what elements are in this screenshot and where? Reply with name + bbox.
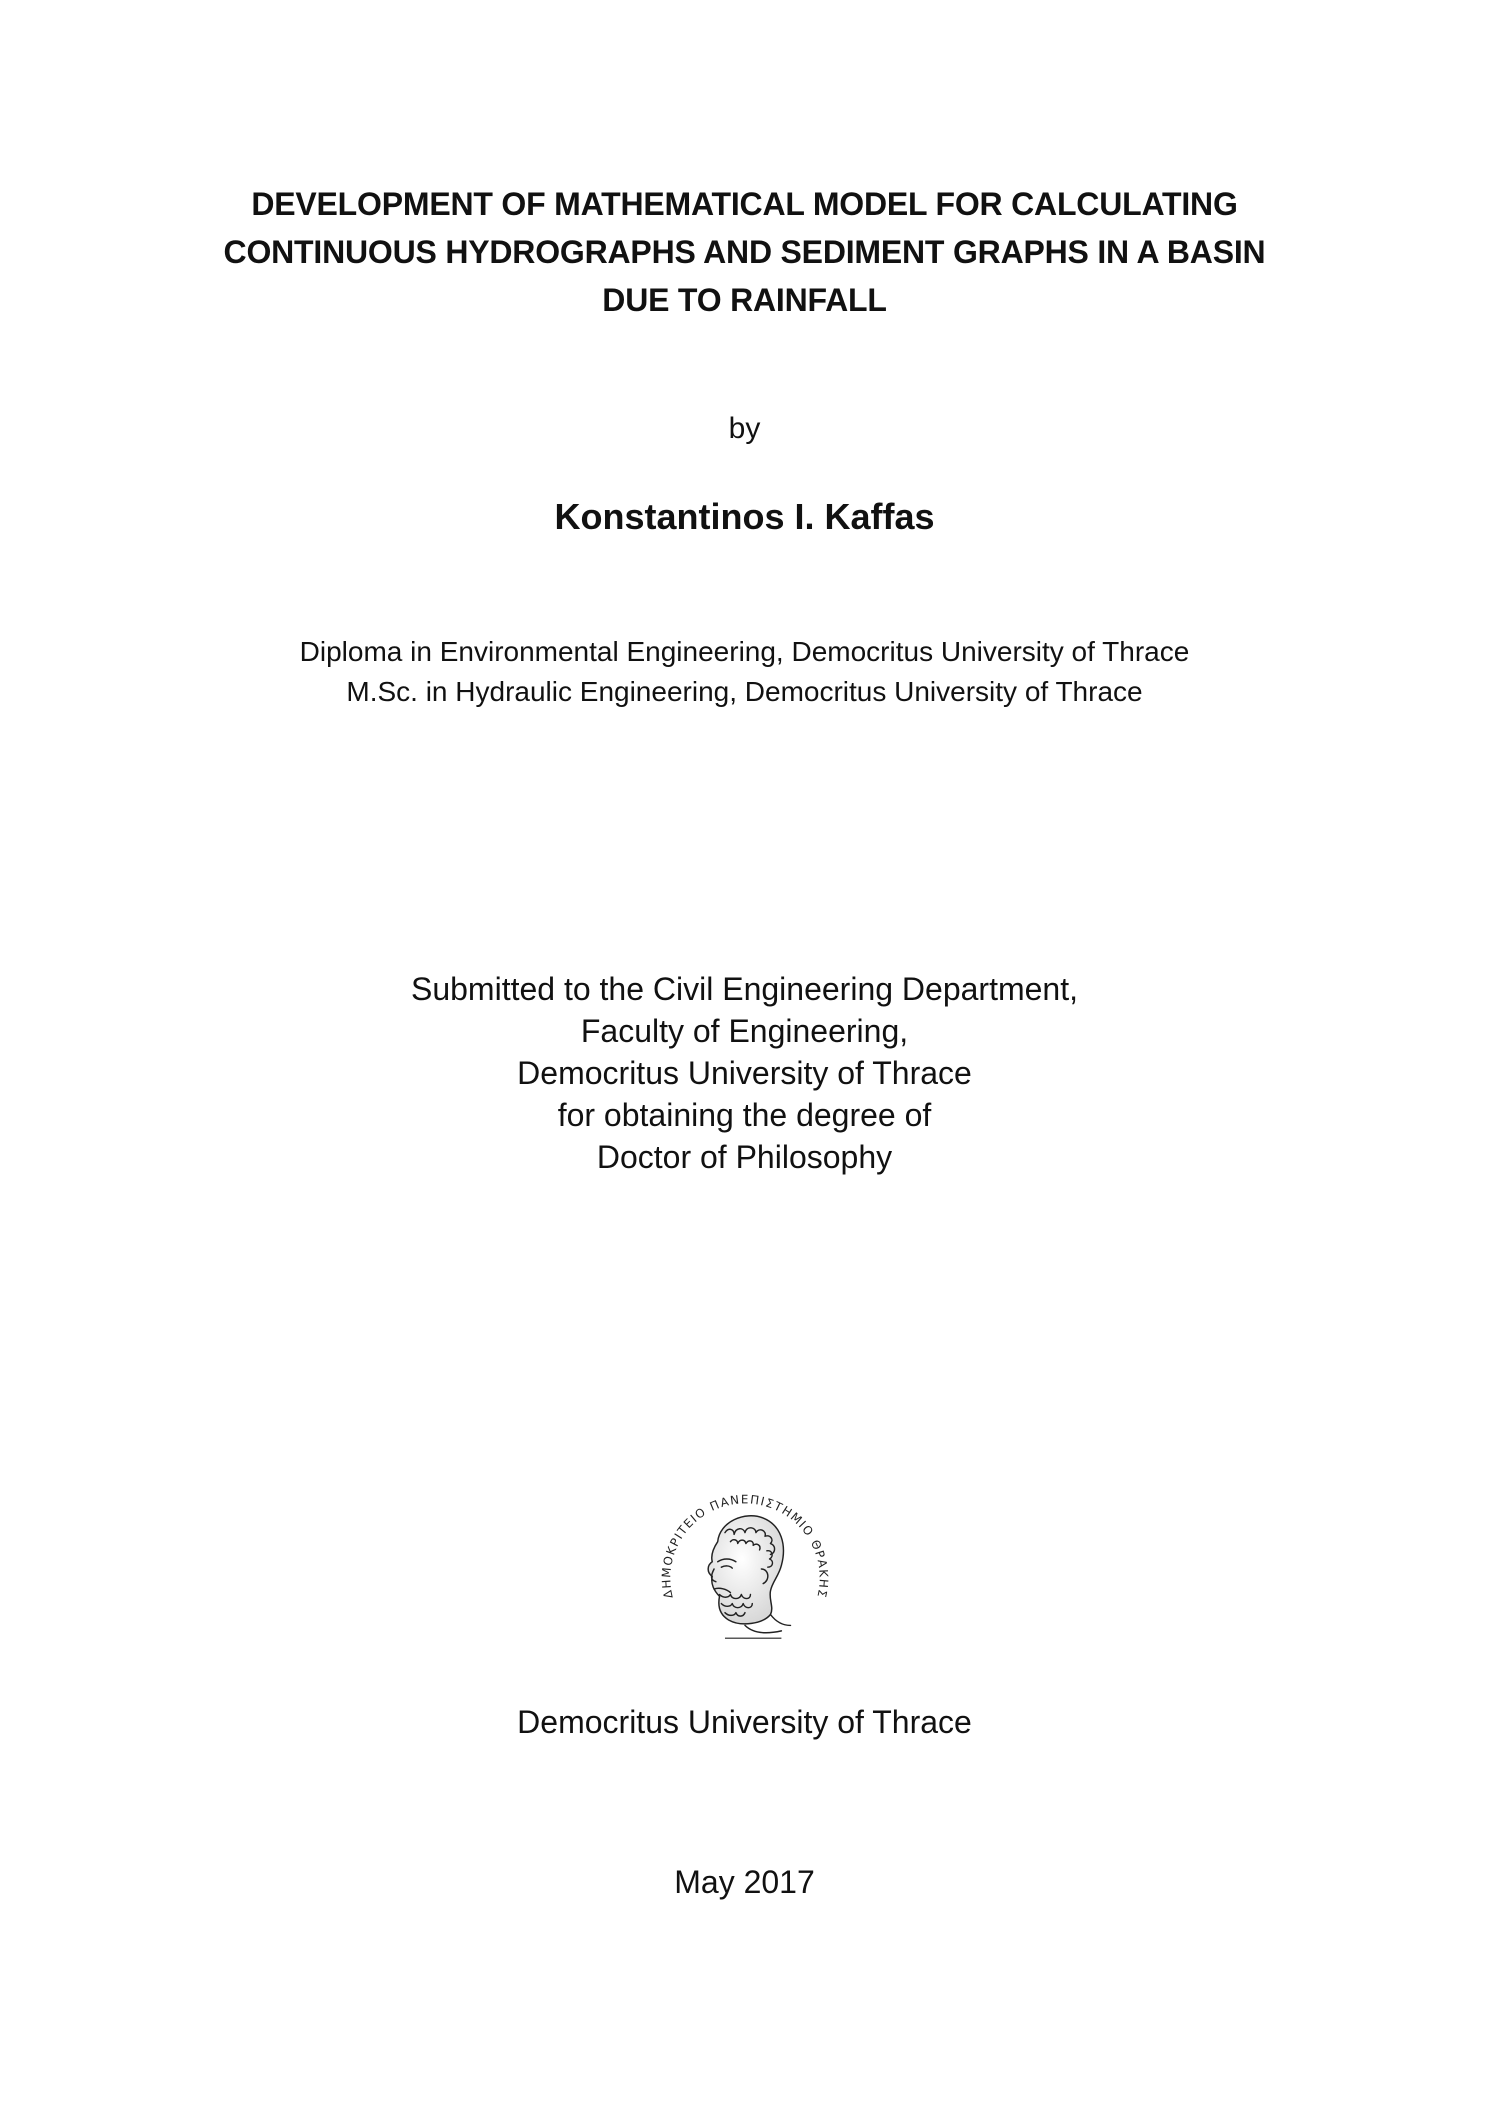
submission-line-1: Submitted to the Civil Engineering Department, [410,971,1078,1007]
title-line-1: DEVELOPMENT OF MATHEMATICAL MODEL FOR CALCULATING [251,186,1238,222]
submission-date: May 2017 [674,1864,815,1900]
university-seal-icon [654,1478,836,1660]
submission-line-3: Democritus University of Thrace [517,1055,972,1091]
submission-line-5: Doctor of Philosophy [596,1139,893,1175]
institution-name: Democritus University of Thrace [517,1704,972,1740]
title-line-2: CONTINUOUS HYDROGRAPHS AND SEDIMENT GRAPHS IN A BASIN [223,234,1266,270]
submission-line-4: for obtaining the degree of [557,1097,932,1133]
svg-text:ΔΗΜΟΚΡΙΤΕΙΟ ΠΑΝΕΠΙΣΤΗΜΙΟ ΘΡΑΚΗ: ΔΗΜΟΚΡΙΤΕΙΟ ΠΑΝΕΠΙΣΤΗΜΙΟ ΘΡΑΚΗΣ [659,1492,831,1600]
author-name: Konstantinos I. Kaffas [554,496,935,537]
qualification-diploma: Diploma in Environmental Engineering, Democritus University of Thrace [299,636,1190,667]
by-label: by [728,412,761,445]
submission-line-2: Faculty of Engineering, [580,1013,909,1049]
title-line-3: DUE TO RAINFALL [602,282,887,318]
qualification-msc: M.Sc. in Hydraulic Engineering, Democritus University of Thrace [346,676,1143,707]
